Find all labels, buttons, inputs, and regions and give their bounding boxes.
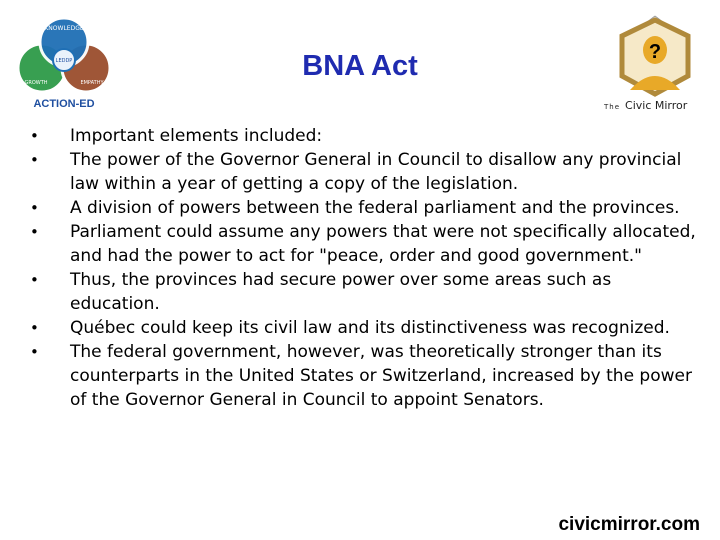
slide-title: BNA Act <box>302 50 418 82</box>
bullet-icon: • <box>30 199 39 217</box>
footer-url: civicmirror.com <box>558 514 700 535</box>
list-item: • The federal government, however, was theoretically stronger than its counterparts in the United States or Switzerland, increased by the power of the Governor General in Council to appoint Senators. <box>30 342 692 410</box>
list-item: • The power of the Governor General in Council to disallow any provincial law within a year of getting a copy of the legislation. <box>30 150 682 194</box>
bullet-icon: • <box>30 319 39 337</box>
logo-text-center: LEDDP <box>55 58 73 64</box>
bullet-icon: • <box>30 343 39 361</box>
bullet-icon: • <box>30 127 39 145</box>
logo-caption: ACTION-ED <box>33 98 95 110</box>
caption-name: Civic Mirror <box>625 99 688 112</box>
logo-text-top: KNOWLEDGE <box>44 25 84 32</box>
bullet-icon: • <box>30 271 39 289</box>
list-item: • Important elements included: <box>30 126 323 146</box>
list-item: • Québec could keep its civil law and its distinctiveness was recognized. <box>30 318 670 338</box>
list-item: • Thus, the provinces had secure power over some areas such as education. <box>30 270 612 314</box>
logo-text-right: EMPATHY <box>80 80 104 86</box>
logo-text-left: GROWTH <box>24 80 48 86</box>
list-item: • Parliament could assume any powers that were not specifically allocated, and had the power to act for "peace, order and good government." <box>30 222 696 266</box>
civic-mirror-caption <box>604 99 710 112</box>
bullet-icon: • <box>30 223 39 241</box>
bullet-list <box>26 124 702 412</box>
list-item: • A division of powers between the federal parliament and the provinces. <box>30 198 680 218</box>
question-mark-icon: ? <box>648 41 662 63</box>
civic-mirror-logo <box>600 12 710 112</box>
bullet-icon: • <box>30 151 39 169</box>
caption-the: The <box>604 103 621 111</box>
